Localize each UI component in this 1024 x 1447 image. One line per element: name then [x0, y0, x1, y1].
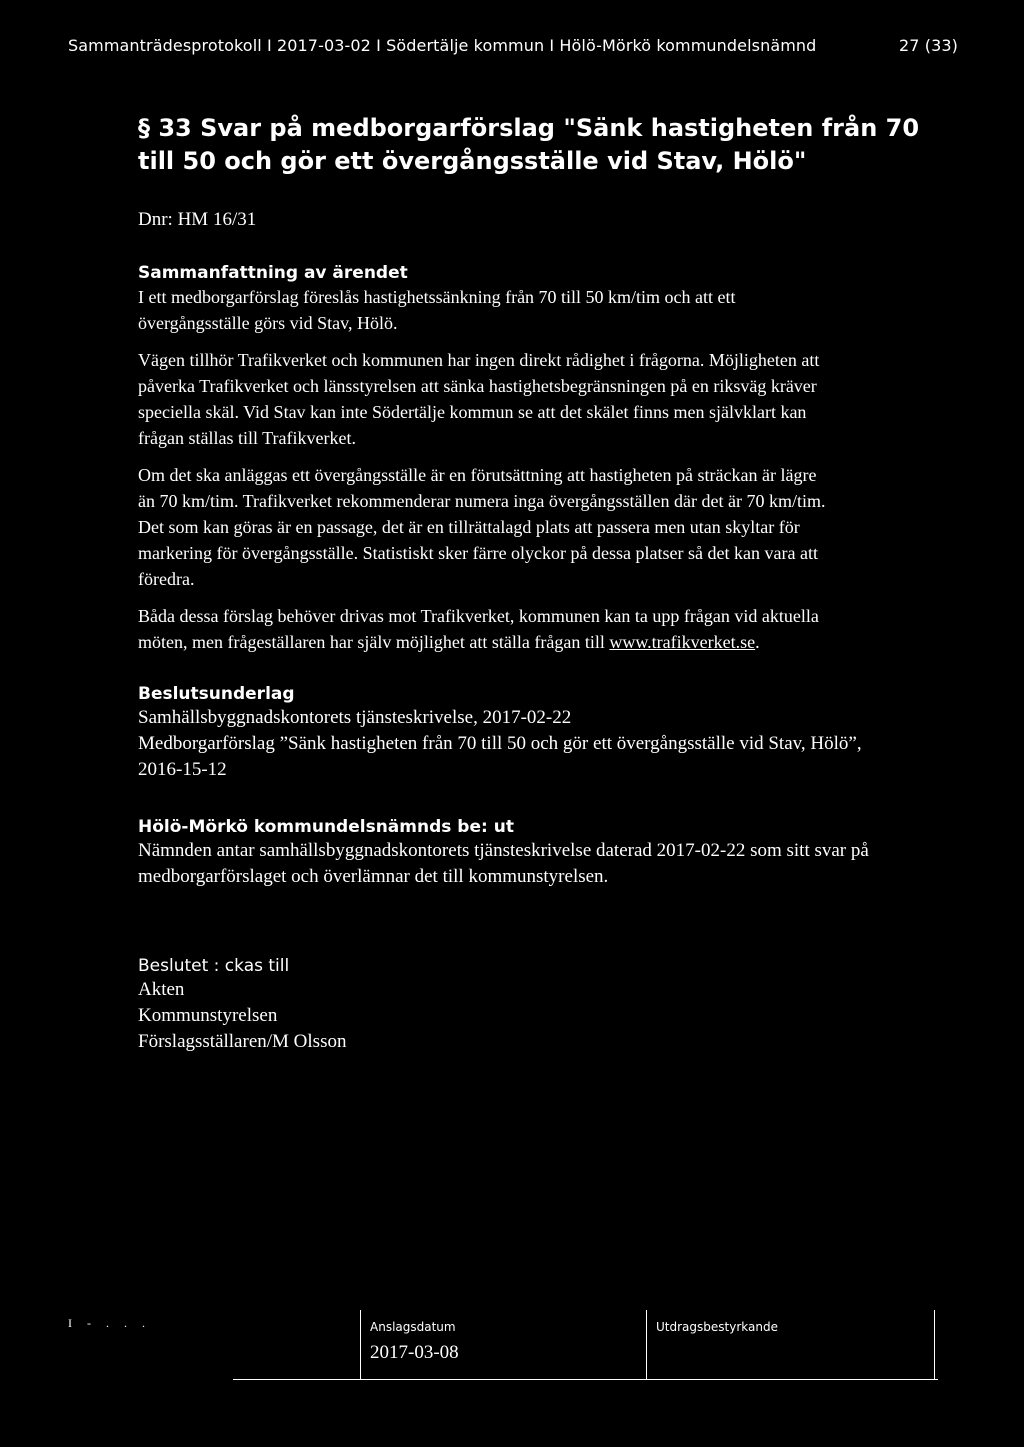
summary-paragraph-1: I ett medborgarförslag föreslås hastighetssänkning från 70 till 50 km/tim och att ett övergångsställe görs vid Stav, Hölö. — [138, 287, 736, 333]
summary-paragraph-4: Båda dessa förslag behöver drivas mot Trafikverket, kommunen kan ta upp frågan vid aktuella möten, men frågeställaren har själv möjlighet att ställa frågan till www.trafikverket.se. — [138, 606, 819, 652]
header-text: Sammanträdesprotokoll I 2017-03-02 I Södertälje kommun I Hölö-Mörkö kommundelsnämnd — [68, 36, 817, 55]
case-number: Dnr: HM 16/31 — [138, 209, 257, 230]
basis-heading: Beslutsunderlag — [138, 684, 295, 704]
summary-heading: Sammanfattning av ärendet — [138, 263, 408, 283]
basis-section — [138, 683, 938, 783]
basis-line-1: Samhällsbyggnadskontorets tjänsteskrivelse, 2017-02-22 — [138, 707, 572, 728]
basis-line-3: 2016-15-12 — [138, 759, 227, 780]
posted-date-label: Anslagsdatum — [370, 1320, 456, 1334]
document-title — [138, 112, 958, 178]
summary-paragraph-2: Vägen tillhör Trafikverket och kommunen har ingen direkt rådighet i frågorna. Möjligheten att påverka Trafikverket och länsstyrelsen att sänka hastighetsbegränsningen på en riksväg kräver speciella skäl. Vid Stav kan inte Södertälje kommun se att det skälet finns men självklart kan frågan ställas till Trafikverket. — [138, 350, 820, 448]
distribution-section — [138, 955, 938, 1055]
decision-line-2: medborgarförslaget och överlämnar det till kommunstyrelsen. — [138, 866, 609, 887]
page-number: 27 (33) — [899, 36, 958, 55]
page-header — [68, 36, 958, 55]
footer-divider-1 — [360, 1310, 361, 1380]
summary-paragraph-3: Om det ska anläggas ett övergångsställe är en förutsättning att hastigheten på sträckan är lägre än 70 km/tim. Trafikverket rekommenderar numera inga övergångsställen där det är 70 km/tim. Det som kan göras är en passage, det är en tillrättalagd plats att passera men utan skyltar för markering för övergångsställe. Statistiskt sker färre olyckor på dessa platser så det kan vara att föredra. — [138, 465, 826, 589]
certification-label: Utdragsbestyrkande — [656, 1320, 778, 1334]
trafikverket-link[interactable]: www.trafikverket.se — [609, 632, 756, 652]
summary-section — [138, 262, 938, 655]
footer-baseline — [233, 1379, 938, 1380]
title-line-2: till 50 och gör ett övergångsställe vid Stav, Hölö" — [138, 147, 807, 175]
distribution-heading: Beslutet : ckas till — [138, 956, 290, 976]
footer-marks: I - . . . — [68, 1316, 151, 1330]
decision-section — [138, 816, 938, 890]
footer-divider-3 — [934, 1310, 935, 1380]
decision-line-1: Nämnden antar samhällsbyggnadskontorets tjänsteskrivelse daterad 2017-02-22 som sitt svar på — [138, 840, 869, 861]
decision-heading: Hölö-Mörkö kommundelsnämnds be: ut — [138, 817, 514, 837]
recipient-2: Kommunstyrelsen — [138, 1005, 278, 1026]
recipient-1: Akten — [138, 979, 185, 1000]
basis-line-2: Medborgarförslag ”Sänk hastigheten från 70 till 50 och gör ett övergångsställe vid Stav, Hölö”, — [138, 733, 862, 754]
signature-footer — [68, 1300, 938, 1382]
posted-date-value: 2017-03-08 — [370, 1342, 459, 1363]
footer-divider-2 — [646, 1310, 647, 1380]
title-line-1: § 33 Svar på medborgarförslag "Sänk hastigheten från 70 — [138, 114, 920, 142]
recipient-3: Förslagsställaren/M Olsson — [138, 1031, 347, 1052]
